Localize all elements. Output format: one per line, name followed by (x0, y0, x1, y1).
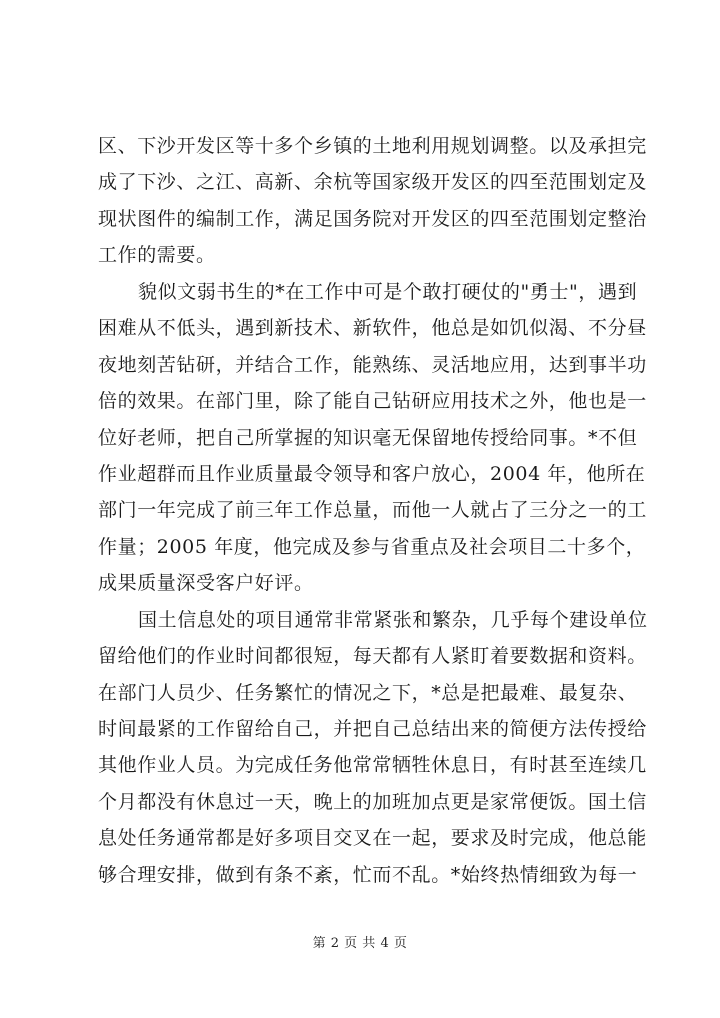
text-line: 部门一年完成了前三年工作总量，而他一人就占了三分之一的工 (98, 499, 647, 522)
paragraph-first-line: 国土信息处的项目通常非常紧张和繁杂，几乎每个建设单位 (138, 608, 648, 631)
text-line: 现状图件的编制工作，满足国务院对开发区的四至范围划定整治 (98, 207, 647, 230)
text-line: 作业超群而且作业质量最令领导和客户放心，2004 年，他所在 (98, 462, 646, 485)
text-line: 其他作业人员。为完成任务他常常牺牲休息日，有时甚至连续几 (98, 754, 647, 777)
text-line: 留给他们的作业时间都很短，每天都有人紧盯着要数据和资料。 (98, 645, 647, 668)
document-body (98, 128, 658, 893)
text-line: 在部门人员少、任务繁忙的情况之下，*总是把最难、最复杂、 (98, 681, 638, 704)
text-line: 位好老师，把自己所掌握的知识毫无保留地传授给同事。*不但 (98, 426, 638, 449)
paragraph-first-line: 貌似文弱书生的*在工作中可是个敢打硬仗的"勇士"，遇到 (138, 280, 638, 303)
text-line: 成了下沙、之江、高新、余杭等国家级开发区的四至范围划定及 (98, 171, 647, 194)
text-line: 工作的需要。 (98, 244, 216, 267)
text-line: 个月都没有休息过一天，晚上的加班加点更是家常便饭。国土信 (98, 790, 647, 813)
page-number-footer: 第 2 页 共 4 页 (312, 936, 408, 951)
text-line: 时间最紧的工作留给自己，并把自己总结出来的简便方法传授给 (98, 718, 647, 740)
text-line: 倍的效果。在部门里，除了能自己钻研应用技术之外，他也是一 (98, 390, 647, 413)
text-line: 够合理安排，做到有条不紊，忙而不乱。*始终热情细致为每一 (98, 863, 638, 886)
text-line: 区、下沙开发区等十多个乡镇的土地利用规划调整。以及承担完 (98, 135, 647, 157)
text-line: 息处任务通常都是好多项目交叉在一起，要求及时完成，他总能 (98, 827, 647, 850)
text-line: 夜地刻苦钻研，并结合工作，能熟练、灵活地应用，达到事半功 (98, 353, 647, 376)
text-line: 困难从不低头，遇到新技术、新软件，他总是如饥似渴、不分昼 (98, 317, 647, 340)
text-line: 成果质量深受客户好评。 (98, 572, 314, 595)
text-line: 作量；2005 年度，他完成及参与省重点及社会项目二十多个， (98, 535, 646, 558)
